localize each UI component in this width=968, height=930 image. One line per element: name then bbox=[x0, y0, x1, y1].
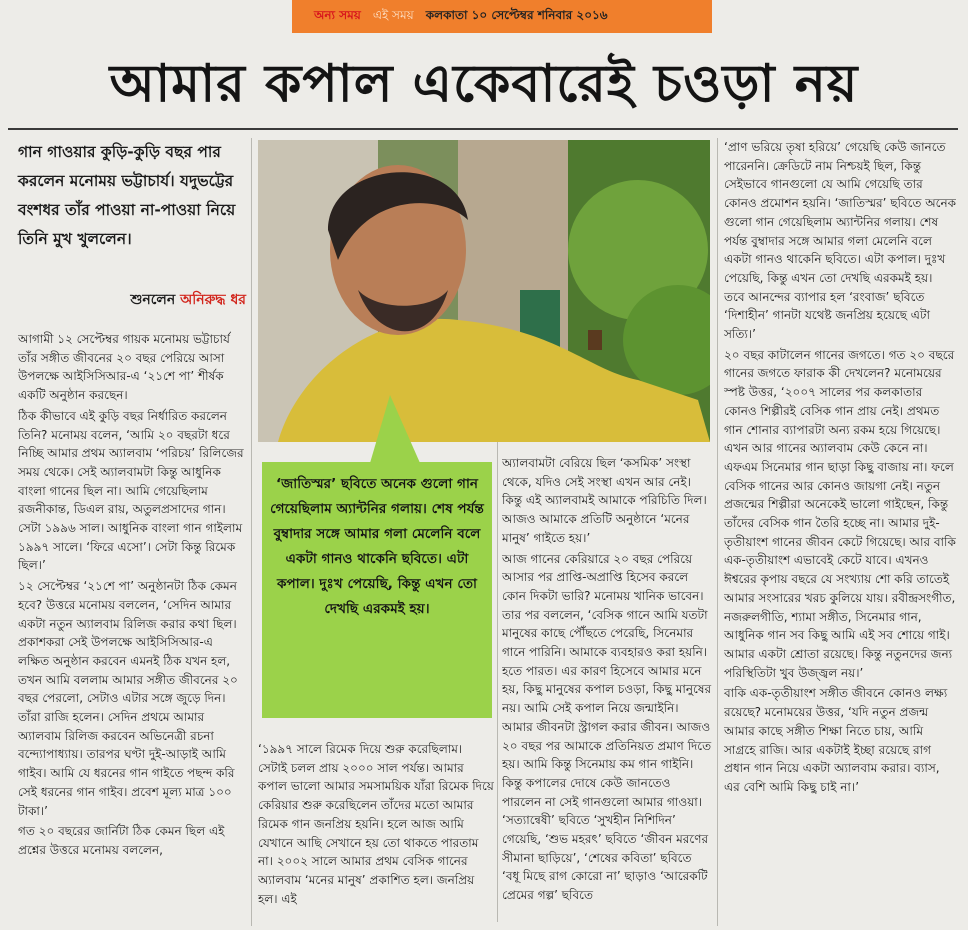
byline-author: অনিরুদ্ধ ধর bbox=[180, 292, 246, 308]
column-divider bbox=[251, 138, 252, 926]
dateline: কলকাতা ১০ সেপ্টেম্বর শনিবার ২০১৬ bbox=[425, 7, 608, 22]
intro-standfirst: গান গাওয়ার কুড়ি-কুড়ি বছর পার করলেন মনোময় ভট্টাচার্য। যদুভট্টের বংশধর তাঁর পাওয়া না-পাওয়া নিয়ে তিনি মুখ খুললেন। bbox=[18, 143, 236, 248]
paragraph: আজ গানের কেরিয়ারে ২০ বছর পেরিয়ে আসার পর প্রাপ্তি-অপ্রাপ্তি হিসেব করলে কোন দিকটা ভারি? মনোময় খানিক ভাবেন। তার পর বললেন, ‘বেসিক গানে আমি যতটা মানুষের কাছে পৌঁছতে পেরেছি, সিনেমার গানে পারিনি। আমাকে ব্যবহারও করা হয়নি। হতে পারত। এর কারণ হিসেবে আমার মনে হয়, কিছু মানুষের কপাল চওড়া, কিছু মানুষের নয়। আমি সেই কপাল নিয়ে জন্মাইনি। আমার জীবনটা স্ট্রাগল করার জীবন। আজও ২০ বছর পর আমাকে প্রতিনিয়ত প্রমাণ দিতে হয়। আমি কিন্তু সিনেমায় কম গান গাইনি। কিন্তু কপালের দোষে কেউ জানতেও পারলেন না সেই গানগুলো আমার গাওয়া। ‘সত্যান্বেষী’ ছবিতে ‘সুখহীন নিশিদিন’ গেয়েছি, ‘শুভ মহরৎ’ ছবিতে ‘জীবন মরণের সীমানা ছাড়িয়ে’, ‘শেষের কবিতা’ ছবিতে ‘বধূ মিছে রাগ কোরো না’ ছাড়াও ‘আরেকটি প্রেমের গল্প’ ছবিতে bbox=[502, 551, 712, 903]
section-label-other[interactable]: এই সময় bbox=[372, 7, 414, 22]
portrait-illustration bbox=[258, 140, 710, 442]
section-label-active[interactable]: অন্য সময় bbox=[314, 7, 361, 22]
paragraph: ২০ বছর কাটালেন গানের জগতে। গত ২০ বছরে গানের জগতে ফারাক কী দেখলেন? মনোময়ের স্পষ্ট উত্তর, ‘২০০৭ সালের পর কলকাতার কোনও শিল্পীরই বেসিক গান প্রায় নেই। প্রথমত গান শোনার ব্যাপারটা অন্য রকম হয়ে গিয়েছে। এখন আর গানের অ্যালবাম কেউ কেনে না। এফএম সিনেমার গান ছাড়া কিছু বাজায় না। ফলে বেসিক গানের আর কোনও জায়গা নেই। নতুন প্রজন্মের শিল্পীরা অনেকেই ভালো গাইছেন, কিন্তু তাঁদের বেসিক গান তৈরি হচ্ছে না। আমার দুই-তৃতীয়াংশ গানের জীবন কেটে গিয়েছে। আর বাকি এক-তৃতীয়াংশ এভাবেই কেটে যাবে। এখনও ঈশ্বরের কৃপায় বছরে যে সংখ্যায় শো করি তাতেই আমার সংসারের খরচ কুলিয়ে যায়। রবীন্দ্রসংগীত, নজরুলগীতি, শ্যামা সঙ্গীত, সিনেমার গান, আধুনিক গান সব কিছু আমি এই সব শোয়ে গাই। আমার একটা শ্রোতা রয়েছে। কিন্তু নতুনদের জন্য পরিস্থিতিটা খুব উজ্জ্বল নয়।’ bbox=[724, 347, 956, 680]
paragraph: ১২ সেপ্টেম্বর ‘২১শে পা’ অনুষ্ঠানটা ঠিক কেমন হবে? উত্তরে মনোময় বললেন, ‘সেদিন আমার একটা নতুন অ্যালবাম রিলিজ করার কথা ছিল। প্রকাশকরা সেই উপলক্ষে আইসিসিআর-এ লক্ষিত অনুষ্ঠান করবেন এমনই ঠিক যখন হল, তখন আমি বললাম আমার সঙ্গীত জীবনের ২০ বছর পেরলো, সেটাও এটার সঙ্গে জুড়ে দিন। তাঁরা রাজি হলেন। সেদিন প্রথমে আমার অ্যালবাম রিলিজ করবেন অভিনেত্রী রচনা বন্দ্যোপাধ্যায়। তারপর ঘণ্টা দুই-আড়াই আমি গাইব। আমি যে ধরনের গান গাইতে পছন্দ করি সেই ধরনের গান গাইব। প্রবেশ মূল্য মাত্র ১০০ টাকা।’ bbox=[18, 579, 238, 818]
quote-pointer bbox=[370, 395, 420, 463]
paragraph: ‘প্রাণ ভরিয়ে তৃষা হরিয়ে’ গেয়েছি কেউ জানতে পারেননি। ক্রেডিটে নাম নিশ্চয়ই ছিল, কিন্তু সেইভাবে গানগুলো যে আমি গেয়েছি তার কোনও প্রমোশন হয়নি। ‘জাতিস্মর’ ছবিতে অনেক গুলো গান গেয়েছিলাম অ্যান্টনির গলায়। শেষ পর্যন্ত বুম্বাদার সঙ্গে আমার গলা মেলেনি বলে একটা গানও থাকেনি ছবিতে। এটা কপাল। দুঃখ পেয়েছি, কিন্তু এখন তো দেখছি এরকমই হয়। তবে আনন্দের ব্যাপার হল ‘রংবাজ’ ছবিতে ‘দিশাহীন’ গানটা যথেষ্ট জনপ্রিয় হয়েছে এটা সত্যি।’ bbox=[724, 140, 956, 342]
headline-rule bbox=[8, 128, 958, 130]
headline: আমার কপাল একেবারেই চওড়া নয় bbox=[109, 53, 859, 114]
article-column-2 bbox=[258, 740, 494, 926]
pull-quote: ‘জাতিস্মর’ ছবিতে অনেক গুলো গান গেয়েছিলাম অ্যান্টনির গলায়। শেষ পর্যন্ত বুম্বাদার সঙ্গে আমার গলা মেলেনি বলে একটা গানও থাকেনি ছবিতে। এটা কপাল। দুঃখ পেয়েছি, কিন্তু এখন তো দেখছি এরকমই হয়। bbox=[262, 462, 492, 718]
paragraph: আগামী ১২ সেপ্টেম্বর গায়ক মনোময় ভট্টাচার্য তাঁর সঙ্গীত জীবনের ২০ বছর পেরিয়ে আসা উপলক্ষে আইসিসিআর-এ ‘২১শে পা’ শীর্ষক একটি অনুষ্ঠান করছেন। bbox=[18, 332, 230, 403]
column-divider bbox=[717, 138, 718, 926]
article-column-3 bbox=[502, 454, 712, 926]
column-divider bbox=[497, 442, 498, 922]
article-column-1 bbox=[18, 330, 246, 926]
paragraph: ঠিক কীভাবে এই কুড়ি বছর নির্ধারিত করলেন তিনি? মনোময় বলেন, ‘আমি ২০ বছরটা ধরে নিচ্ছি আমার প্রথম অ্যালবাম ‘পরিচয়’ রিলিজের সময় থেকে। সেই অ্যালবামটা কিন্তু আধুনিক বাংলা গানের ছিল না। আমি গেয়েছিলাম রজনীকান্ত, ডিএল রায়, অতুলপ্রসাদের গান। সেটা ১৯৯৬ সাল। আধুনিক বাংলা গান গাইলাম ১৯৯৭ সালে। ‘ফিরে এসো’। সেটা কিন্তু রিমেক ছিল।’ bbox=[18, 408, 244, 573]
paragraph: ‘১৯৯৭ সালে রিমেক দিয়ে শুরু করেছিলাম। সেটাই চলল প্রায় ২০০০ সাল পর্যন্ত। আমার কপাল ভালো আমার সমসাময়িক যাঁরা রিমেক দিয়ে কেরিয়ার শুরু করেছিলেন তাঁদের মতো আমার রিমেক গান জনপ্রিয় হয়নি। হলে আজ আমি যেখানে আছি সেখানে হয় তো থাকতে পারতাম না। ২০০২ সালে আমার প্রথম বেসিক গানের অ্যালবাম ‘মনের মানুষ’ প্রকাশিত হল। জনপ্রিয় হল। এই bbox=[258, 742, 494, 906]
byline-prefix: শুনলেন bbox=[130, 292, 176, 308]
article-column-4 bbox=[724, 138, 956, 926]
paragraph: গত ২০ বছরের জার্নিটা ঠিক কেমন ছিল এই প্রশ্নের উত্তরে মনোময় বললেন, bbox=[18, 824, 225, 857]
paragraph: বাকি এক-তৃতীয়াংশ সঙ্গীত জীবনে কোনও লক্ষ্য রয়েছে? মনোময়ের উত্তর, ‘যদি নতুন প্রজন্ম আমার কাছে সঙ্গীত শিক্ষা নিতে চায়, আমি সাগ্রহে রাজি। আর একটাই ইচ্ছা রয়েছে রাগ প্রধান গান নিয়ে একটা অ্যালবাম করার। ব্যাস, এর বেশি আমি কিছু চাই না।’ bbox=[724, 686, 948, 794]
section-header-tab bbox=[292, 0, 712, 33]
portrait-photo bbox=[258, 140, 710, 442]
paragraph: অ্যালবামটা বেরিয়ে ছিল ‘কসমিক’ সংস্থা থেকে, যদিও সেই সংস্থা এখন আর নেই। কিন্তু এই অ্যালবামই আমাকে পরিচিতি দিল। আজও আমাকে প্রতিটি অনুষ্ঠানে ‘মনের মানুষ’ গাইতে হয়।’ bbox=[502, 456, 707, 545]
byline bbox=[30, 288, 246, 312]
